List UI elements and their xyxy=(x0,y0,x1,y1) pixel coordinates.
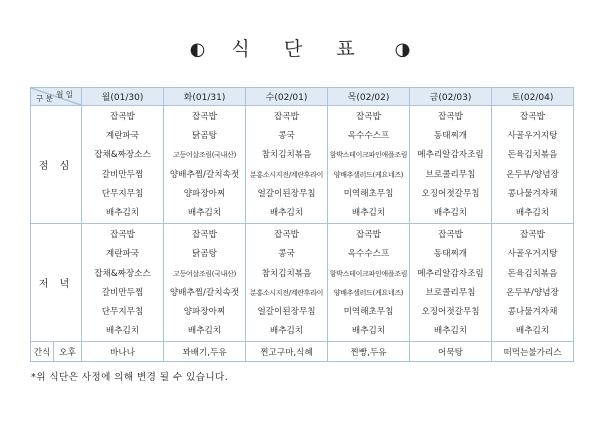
snack-time-label: 오후 xyxy=(54,342,82,362)
dinner-day-cell xyxy=(164,224,246,342)
header-corner xyxy=(31,88,82,106)
page-title xyxy=(0,34,600,61)
menu-item: 콩나물겨자채 xyxy=(507,188,558,199)
menu-item: 잡곡밥 xyxy=(520,230,545,241)
menu-item: 잡곡밥 xyxy=(438,230,463,241)
menu-item: 돈육김치볶음 xyxy=(507,268,558,279)
dinner-label: 저 녁 xyxy=(31,224,82,342)
menu-item: 콩국 xyxy=(278,249,295,260)
dinner-day-cell xyxy=(246,224,328,342)
menu-item: 잡곡밥 xyxy=(356,230,381,241)
menu-item: 참치김치볶음 xyxy=(261,268,312,279)
dinner-row xyxy=(31,224,574,342)
menu-item: 잡곡밥 xyxy=(438,112,463,122)
menu-item: 콩나물겨자채 xyxy=(507,306,558,317)
menu-item: 고등어살조림(국내산) xyxy=(172,269,237,278)
lunch-day-cell xyxy=(410,106,492,224)
menu-item: 잡곡밥 xyxy=(110,230,135,241)
dinner-day-cell xyxy=(82,224,164,342)
menu-item: 배추김치 xyxy=(433,207,468,218)
menu-item: 배추김치 xyxy=(187,326,222,337)
snack-item: 꽈배기,두유 xyxy=(164,342,246,362)
lunch-day-cell xyxy=(82,106,164,224)
menu-item: 양배추찜/갈치속젓 xyxy=(169,169,240,180)
menu-item: 배추김치 xyxy=(515,207,550,218)
menu-item: 함박스테이크파인애플조림 xyxy=(329,151,408,160)
menu-item: 오징어젓갈무침 xyxy=(421,306,480,317)
menu-item: 잡채&짜장소스 xyxy=(94,150,151,161)
menu-item: 닭곰탕 xyxy=(192,131,217,142)
snack-row xyxy=(31,342,574,362)
menu-item: 미역해초무침 xyxy=(343,306,394,317)
dinner-day-cell xyxy=(328,224,410,342)
lunch-day-cell xyxy=(492,106,574,224)
menu-item: 잡채&짜장소스 xyxy=(94,268,151,279)
snack-label: 간식 xyxy=(31,342,54,362)
menu-item: 메추리알감자조림 xyxy=(417,268,484,279)
meal-table xyxy=(30,87,574,362)
snack-item: 어묵탕 xyxy=(410,342,492,362)
menu-item: 동태찌개 xyxy=(433,131,468,142)
day-header: 목(02/02) xyxy=(328,88,410,106)
snack-item: 떠먹는불가리스 xyxy=(492,342,574,362)
menu-item: 잡곡밥 xyxy=(274,112,299,122)
menu-item: 배추김치 xyxy=(433,326,468,337)
menu-item: 잡곡밥 xyxy=(356,112,381,122)
snack-item: 바나나 xyxy=(82,342,164,362)
menu-item: 배추김치 xyxy=(105,326,140,337)
menu-item: 분홍소시지전/계란후라이 xyxy=(249,170,324,179)
menu-item: 잡곡밥 xyxy=(110,112,135,122)
half-circle-left-icon: ◐ xyxy=(189,39,206,60)
menu-item: 닭곰탕 xyxy=(192,249,217,260)
menu-item: 분홍소시지전/계란후라이 xyxy=(249,288,324,297)
snack-item: 찐빵,두유 xyxy=(328,342,410,362)
day-header: 화(01/31) xyxy=(164,88,246,106)
menu-item: 잡곡밥 xyxy=(192,112,217,122)
menu-item: 얼갈이된장무침 xyxy=(257,306,316,317)
lunch-day-cell xyxy=(164,106,246,224)
menu-item: 양배추찜/갈치속젓 xyxy=(169,287,240,298)
menu-item: 양배추샐러드(케요네즈) xyxy=(333,288,404,297)
menu-item: 배추김치 xyxy=(515,326,550,337)
menu-item: 브로콜리무침 xyxy=(425,169,476,180)
day-header: 토(02/04) xyxy=(492,88,574,106)
header-row xyxy=(31,88,574,106)
menu-item: 옥수수스프 xyxy=(347,131,390,142)
menu-item: 참치김치볶음 xyxy=(261,150,312,161)
day-header: 금(02/03) xyxy=(410,88,492,106)
menu-item: 사골우거지탕 xyxy=(507,249,558,260)
menu-item: 잡곡밥 xyxy=(274,230,299,241)
menu-item: 배추김치 xyxy=(351,326,386,337)
menu-item: 미역해초무침 xyxy=(343,188,394,199)
menu-item: 양파장아찌 xyxy=(183,188,226,199)
menu-item: 배추김치 xyxy=(105,207,140,218)
menu-item: 단무지무침 xyxy=(101,306,144,317)
menu-item: 사골우거지탕 xyxy=(507,131,558,142)
day-header: 월(01/30) xyxy=(82,88,164,106)
menu-item: 갈비만두찜 xyxy=(101,287,144,298)
menu-item: 오징어젓갈무침 xyxy=(421,188,480,199)
half-circle-right-icon: ◑ xyxy=(394,39,411,60)
menu-item: 계란파국 xyxy=(105,131,140,142)
day-header: 수(02/01) xyxy=(246,88,328,106)
menu-item: 계란파국 xyxy=(105,249,140,260)
menu-item: 온두부/양념장 xyxy=(506,287,559,298)
corner-category-label: 구 분 xyxy=(36,94,53,103)
menu-item: 갈비만두찜 xyxy=(101,169,144,180)
menu-item: 온두부/양념장 xyxy=(506,169,559,180)
title-text: 식 단 표 xyxy=(231,38,369,60)
menu-item: 고등어살조림(국내산) xyxy=(172,151,237,160)
lunch-day-cell xyxy=(246,106,328,224)
menu-item: 배추김치 xyxy=(269,207,304,218)
menu-item: 배추김치 xyxy=(269,326,304,337)
menu-item: 얼갈이된장무침 xyxy=(257,188,316,199)
menu-item: 잡곡밥 xyxy=(520,112,545,122)
menu-item: 양파장아찌 xyxy=(183,306,226,317)
menu-item: 배추김치 xyxy=(187,207,222,218)
snack-item: 찐고구마,식혜 xyxy=(246,342,328,362)
menu-item: 돈육김치볶음 xyxy=(507,150,558,161)
lunch-row xyxy=(31,106,574,224)
menu-item: 메추리알감자조림 xyxy=(417,150,484,161)
dinner-day-cell xyxy=(492,224,574,342)
menu-item: 단무지무침 xyxy=(101,188,144,199)
dinner-day-cell xyxy=(410,224,492,342)
menu-item: 콩국 xyxy=(278,131,295,142)
menu-item: 함박스테이크파인애플조림 xyxy=(329,269,408,278)
menu-item: 옥수수스프 xyxy=(347,249,390,260)
menu-item: 양배추샐러드(케요네즈) xyxy=(333,170,404,179)
menu-item: 브로콜리무침 xyxy=(425,287,476,298)
change-notice: *위 식단은 사정에 의해 변경 될 수 있습니다. xyxy=(31,372,229,383)
menu-item: 잡곡밥 xyxy=(192,230,217,241)
menu-item: 동태찌개 xyxy=(433,249,468,260)
corner-date-label: 월 일 xyxy=(56,90,73,99)
lunch-day-cell xyxy=(328,106,410,224)
menu-item: 배추김치 xyxy=(351,207,386,218)
lunch-label: 점 심 xyxy=(31,106,82,224)
